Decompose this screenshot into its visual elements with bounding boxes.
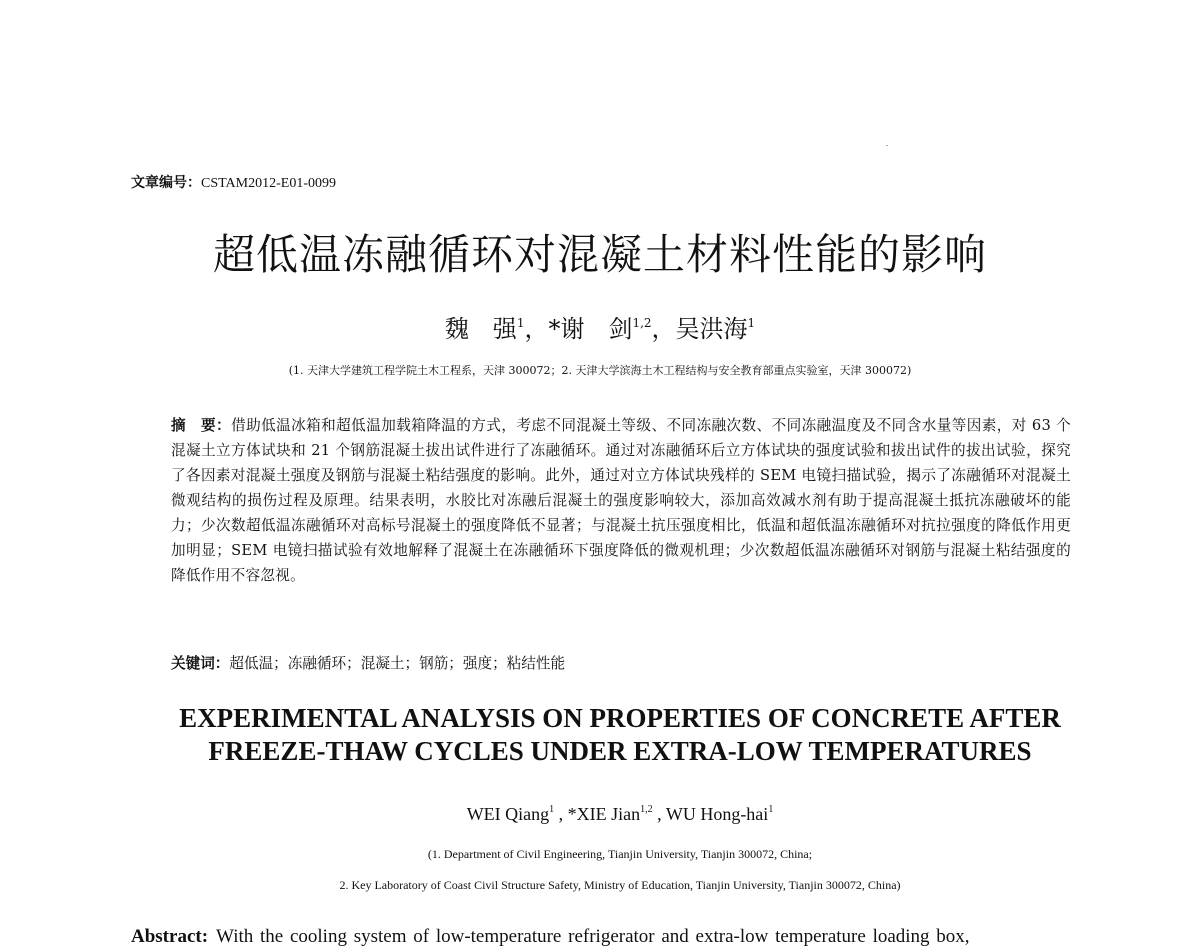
author-affil-mark: 1 — [549, 804, 555, 815]
english-affiliation-2: 2. Key Laboratory of Coast Civil Structure Safety, Ministry of Education, Tianjin University, Tianjin 300072, China) — [339, 878, 901, 892]
english-title-line-1: EXPERIMENTAL ANALYSIS ON PROPERTIES OF CONCRETE AFTER — [179, 703, 1061, 733]
article-id-label: 文章编号： — [131, 175, 201, 191]
author-separator: ， — [524, 315, 549, 343]
author-prefix: * — [548, 315, 561, 343]
author-name: 谢 剑 — [560, 315, 633, 343]
author-separator: , — [554, 804, 568, 824]
english-title-line-2: FREEZE-THAW CYCLES UNDER EXTRA-LOW TEMPERATURES — [208, 736, 1032, 766]
chinese-abstract — [171, 413, 1071, 588]
author-affil-mark: 1 — [516, 316, 525, 330]
author-name: 吴洪海 — [675, 315, 748, 343]
author-separator: , — [652, 804, 666, 824]
article-id — [131, 172, 336, 192]
author-separator: ， — [651, 315, 676, 343]
author-name: 魏 强 — [444, 315, 517, 343]
chinese-abstract-text: 借助低温冰箱和超低温加载箱降温的方式，考虑不同混凝土等级、不同冻融次数、不同冻融温度及不同含水量等因素，对 63 个混凝土立方体试块和 21 个钢筋混凝土拔出试件进行了冻融循环。通过对冻融循环后立方体试块的强度试验和拔出试件的拔出试验，探究了各因素对混凝土强度及钢筋与混凝土粘结强度的影响。此外，通过对立方体试块残样的 SEM 电镜扫描试验，揭示了冻融循环对混凝土微观结构的损伤过程及原理。结果表明，水胶比对冻融后混凝土的强度影响较大，添加高效减水剂有助于提高混凝土抵抗冻融破坏的能力；少次数超低温冻融循环对高标号混凝土的强度降低不显著；与混凝土抗压强度相比，低温和超低温冻融循环对抗拉强度的降低作用更加明显；SEM 电镜扫描试验有效地解释了混凝土在冻融循环下强度降低的微观机理；少次数超低温冻融循环对钢筋与混凝土粘结强度的降低作用不容忽视。 — [171, 417, 1071, 584]
chinese-abstract-label: 摘 要： — [171, 417, 232, 434]
article-id-value: CSTAM2012-E01-0099 — [201, 176, 336, 191]
chinese-keywords-label: 关键词： — [171, 655, 230, 672]
english-affiliation-1: (1. Department of Civil Engineering, Tianjin University, Tianjin 300072, China; — [427, 847, 813, 861]
author-affil-mark: 1 — [747, 316, 756, 330]
chinese-title: 超低温冻融循环对混凝土材料性能的影响 — [212, 230, 987, 279]
author-name: WEI Qiang — [466, 804, 550, 824]
english-abstract-label: Abstract: — [131, 926, 209, 947]
english-abstract — [131, 926, 1091, 948]
author-affil-mark: 1,2 — [640, 804, 653, 815]
chinese-affiliation: (1. 天津大学建筑工程学院土木工程系，天津 300072；2. 天津大学滨海土木工程结构与安全教育部重点实验室，天津 300072) — [288, 364, 912, 377]
chinese-keywords-text: 超低温；冻融循环；混凝土；钢筋；强度；粘结性能 — [229, 655, 566, 672]
english-title — [0, 702, 1200, 768]
chinese-authors — [0, 309, 1200, 344]
author-affil-mark: 1 — [768, 804, 774, 815]
chinese-keywords — [171, 652, 1071, 673]
english-authors — [0, 804, 1200, 825]
english-abstract-text: With the cooling system of low-temperature refrigerator and extra-low temperature loading box, — [216, 926, 970, 947]
author-affil-mark: 1,2 — [632, 316, 652, 330]
author-name: XIE Jian — [576, 804, 641, 824]
author-prefix: * — [567, 804, 577, 824]
author-name: WU Hong-hai — [665, 804, 769, 824]
scan-speck — [886, 145, 888, 146]
